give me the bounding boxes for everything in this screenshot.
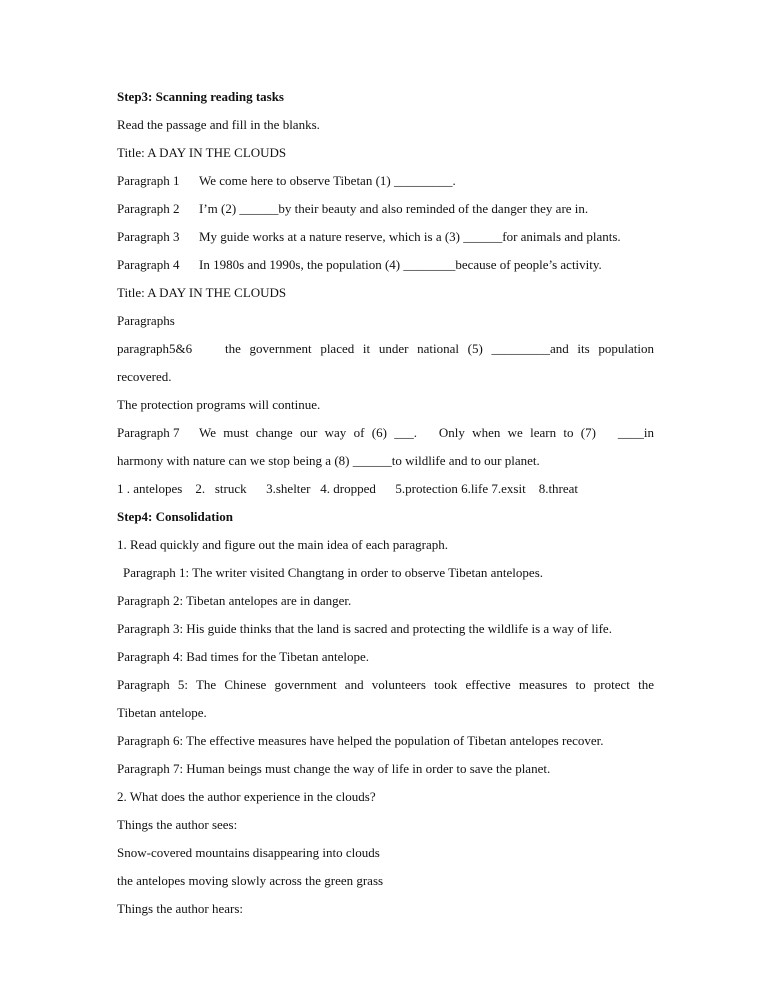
answer-key: 1 . antelopes 2. struck 3.shelter 4. dropped 5.protection 6.life 7.exsit 8.threat bbox=[117, 481, 579, 496]
paragraph-text: We come here to observe Tibetan (1) _________. bbox=[199, 173, 456, 188]
paragraph-label: Paragraph 7 bbox=[117, 425, 180, 440]
sees-item-2: the antelopes moving slowly across the green grass bbox=[117, 873, 384, 888]
paragraph-label: paragraph5&6 bbox=[117, 341, 193, 356]
paragraph-row-7 bbox=[117, 424, 654, 452]
main-idea-4: Paragraph 4: Bad times for the Tibetan antelope. bbox=[117, 649, 370, 664]
paragraph-row-1 bbox=[117, 172, 654, 200]
sees-label: Things the author sees: bbox=[117, 817, 238, 832]
title-line-2: Title: A DAY IN THE CLOUDS bbox=[117, 285, 287, 300]
main-idea-5-line-2: Tibetan antelope. bbox=[117, 705, 207, 720]
paragraph-text: I’m (2) ______by their beauty and also reminded of the danger they are in. bbox=[199, 201, 589, 216]
paragraph-label: Paragraph 1 bbox=[117, 173, 180, 188]
main-idea-6: Paragraph 6: The effective measures have helped the population of Tibetan antelopes recover. bbox=[117, 733, 604, 748]
step3-instruction: Read the passage and fill in the blanks. bbox=[117, 117, 320, 132]
paragraph-7-continuation: harmony with nature can we stop being a (8) ______to wildlife and to our planet. bbox=[117, 453, 540, 468]
title-line-1: Title: A DAY IN THE CLOUDS bbox=[117, 145, 287, 160]
main-idea-3: Paragraph 3: His guide thinks that the land is sacred and protecting the wildlife is a way of life. bbox=[117, 621, 612, 636]
document-page bbox=[117, 88, 654, 928]
paragraph-row-5-6 bbox=[117, 340, 654, 368]
main-idea-7: Paragraph 7: Human beings must change the way of life in order to save the planet. bbox=[117, 761, 551, 776]
question-2: 2. What does the author experience in the clouds? bbox=[117, 789, 376, 804]
hears-label: Things the author hears: bbox=[117, 901, 243, 916]
paragraph-text: the government placed it under national (5) _________and its population bbox=[225, 341, 654, 356]
main-idea-5-line-1: Paragraph 5: The Chinese government and volunteers took effective measures to protect the bbox=[117, 677, 654, 692]
paragraphs-label: Paragraphs bbox=[117, 313, 175, 328]
sees-item-1: Snow-covered mountains disappearing into clouds bbox=[117, 845, 380, 860]
paragraph-text: My guide works at a nature reserve, which is a (3) ______for animals and plants. bbox=[199, 229, 621, 244]
paragraph-row-3 bbox=[117, 228, 654, 256]
main-idea-2: Paragraph 2: Tibetan antelopes are in danger. bbox=[117, 593, 352, 608]
paragraph-label: Paragraph 4 bbox=[117, 257, 180, 272]
question-1: 1. Read quickly and figure out the main idea of each paragraph. bbox=[117, 537, 449, 552]
paragraph-5-6-continuation: recovered. bbox=[117, 369, 172, 384]
main-idea-1: Paragraph 1: The writer visited Changtang in order to observe Tibetan antelopes. bbox=[123, 565, 543, 580]
protection-line: The protection programs will continue. bbox=[117, 397, 321, 412]
paragraph-text: In 1980s and 1990s, the population (4) ________because of people’s activity. bbox=[199, 257, 602, 272]
paragraph-label: Paragraph 3 bbox=[117, 229, 180, 244]
paragraph-row-4 bbox=[117, 256, 654, 284]
step4-heading: Step4: Consolidation bbox=[117, 509, 233, 524]
paragraph-label: Paragraph 2 bbox=[117, 201, 180, 216]
paragraph-text: We must change our way of (6) ___. Only when we learn to (7) ____in bbox=[199, 425, 654, 440]
step3-heading: Step3: Scanning reading tasks bbox=[117, 89, 284, 104]
paragraph-row-2 bbox=[117, 200, 654, 228]
